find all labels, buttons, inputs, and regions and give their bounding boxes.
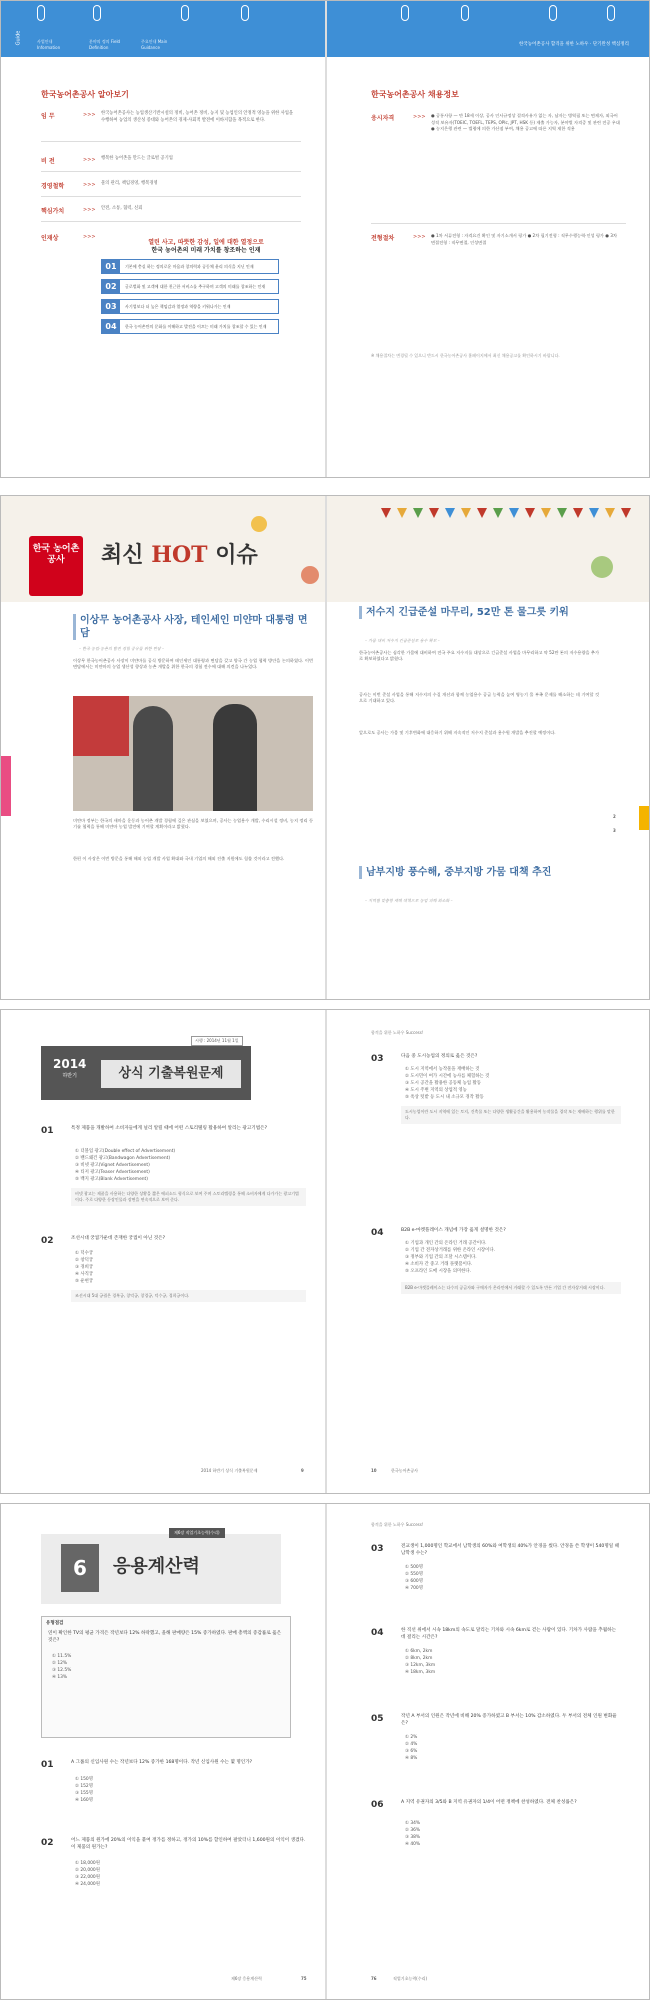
option[interactable]: ② 8km, 2km bbox=[405, 1656, 433, 1661]
title-part-hot: HOT bbox=[151, 542, 208, 568]
row-text-philosophy: 물의 관리, 책임경영, 행복경영 bbox=[101, 181, 158, 186]
question-options bbox=[405, 1240, 621, 1275]
page-number-left: 75 bbox=[301, 1976, 307, 1981]
talent-number: 04 bbox=[102, 320, 120, 333]
gutter bbox=[325, 1504, 327, 1999]
option[interactable]: ① 2% bbox=[405, 1735, 418, 1740]
talent-text: 사기업보다 더 높은 책임감과 열정과 역량을 키워나가는 인재 bbox=[125, 304, 231, 309]
option[interactable]: ③ 도시 공간을 활용한 공동체 농업 활동 bbox=[405, 1081, 481, 1086]
article2-paragraph: 공사는 이번 준설 사업을 통해 저수지의 수질 개선과 함께 농업용수 공급 능력을 높여 영농기 물 부족 문제를 해소하는 데 기여할 것으로 기대하고 있다. bbox=[359, 692, 599, 704]
option[interactable]: ③ 22,000원 bbox=[75, 1875, 100, 1880]
chapter-title: 응용계산력 bbox=[113, 1556, 200, 1577]
question-options bbox=[405, 1564, 621, 1592]
row-arrow: >>> bbox=[83, 207, 96, 213]
left-page-edge-tab bbox=[1, 756, 11, 816]
tab-information[interactable]: 사업안내 Information bbox=[37, 39, 61, 50]
gutter bbox=[325, 496, 327, 999]
exam-year-number: 2014 bbox=[53, 1057, 87, 1071]
right-section-title: 한국농어촌공사 채용정보 bbox=[371, 90, 459, 99]
photo-person bbox=[213, 704, 257, 811]
solution-box: 비넷 광고는 제품을 사용하는 다양한 상황을 짧은 에피소드 형식으로 보여 주며 스토리텔링을 통해 소비자에게 다가가는 광고기법이다. 주로 다양한 등장인물과 장면을 연속적으로 보여 준다. bbox=[71, 1188, 306, 1206]
company-badge: 한국 농어촌 공사 bbox=[29, 536, 83, 596]
question-options bbox=[75, 1776, 305, 1804]
article1-title: 이상무 농어촌공사 사장, 테인세인 미얀마 대통령 면담 bbox=[73, 614, 313, 640]
article2-subtitle: – 가뭄 대비 저수지 긴급준설로 용수 확보 – bbox=[365, 638, 440, 643]
divider bbox=[371, 223, 626, 224]
article1-subtitle: – 한국 농업·농촌의 발전 경험 공유를 위한 면담 – bbox=[79, 646, 164, 651]
question-options bbox=[405, 1820, 621, 1848]
row-arrow: >>> bbox=[83, 182, 96, 188]
option[interactable]: ④ 도시 주변 지역의 상업적 영농 bbox=[405, 1088, 467, 1093]
question-options bbox=[75, 1148, 305, 1183]
divider bbox=[41, 141, 301, 142]
talent-item bbox=[101, 319, 279, 334]
right-page-header: 합격을 위한 노하우 Success! bbox=[371, 1522, 424, 1527]
gutter bbox=[325, 1, 327, 477]
divider bbox=[41, 221, 301, 222]
option[interactable]: ⑤ 운현궁 bbox=[75, 1279, 94, 1284]
option[interactable]: ② 밴드왜건 광고(Bandwagon Advertisement) bbox=[75, 1156, 171, 1161]
option[interactable]: ④ 18km, 3km bbox=[405, 1670, 436, 1675]
row-label-vision: 비 전 bbox=[41, 158, 55, 165]
question-text: A 그룹의 신입사원 수는 작년보다 12% 증가한 168명이다. 작년 신입사원 수는 몇 명인가? bbox=[71, 1760, 253, 1765]
row-label-philosophy: 경영철학 bbox=[41, 183, 65, 190]
option[interactable]: ① 500명 bbox=[405, 1565, 423, 1570]
article2-paragraph: 앞으로도 공사는 가뭄 및 기후변화에 대응하기 위해 지속적인 저수지 준설과 용수원 개발을 추진할 예정이다. bbox=[359, 730, 556, 735]
talent-item bbox=[101, 299, 279, 314]
option[interactable]: ② 12% bbox=[52, 1661, 68, 1666]
article2-paragraph: 한국농어촌공사는 심각한 가뭄에 대비하여 전국 주요 저수지를 대상으로 긴급준설 사업을 마무리하고 약 52만 톤의 저수용량을 추가로 확보하였다고 밝혔다. bbox=[359, 650, 599, 662]
row-label-mission: 임 무 bbox=[41, 113, 55, 120]
type-check-box bbox=[41, 1616, 291, 1738]
talent-heading-line1: 열린 사고, 따뜻한 감성, 일에 대한 열정으로 bbox=[148, 239, 264, 246]
option[interactable]: ⑤ 백지 광고(Blank Advertisement) bbox=[75, 1177, 148, 1182]
question-number: 01 bbox=[41, 1126, 54, 1136]
talent-number: 01 bbox=[102, 260, 120, 273]
option[interactable]: ③ 비넷 광고(Vignet Advertisement) bbox=[75, 1163, 150, 1168]
talent-text: 기본에 충실 하는 정의로운 마음과 창의력과 공동체 윤리 의식을 지닌 인재 bbox=[125, 264, 254, 269]
option[interactable]: ④ 소비자 간 중고 거래 플랫폼이다. bbox=[405, 1262, 473, 1267]
question-number: 02 bbox=[41, 1838, 54, 1848]
option[interactable]: ③ 경희궁 bbox=[75, 1265, 94, 1270]
option[interactable]: ① 18,000원 bbox=[75, 1861, 100, 1866]
talent-item bbox=[101, 279, 279, 294]
option[interactable]: ③ 12km, 3km bbox=[405, 1663, 436, 1668]
option[interactable]: ③ 6% bbox=[405, 1749, 418, 1754]
option[interactable]: ② 창덕궁 bbox=[75, 1258, 94, 1263]
process-text: ● 1차 서류전형 : 자격요건 확인 및 자기소개서 평가 ● 2차 필기전형 : 직무수행능력·인성 평가 ● 3차 면접전형 : 직무면접, 인성면접 bbox=[431, 233, 617, 245]
row-arrow: >>> bbox=[83, 112, 96, 118]
option[interactable]: ① 150명 bbox=[75, 1777, 93, 1782]
talent-number: 03 bbox=[102, 300, 120, 313]
decorative-sun bbox=[251, 516, 267, 532]
option[interactable]: ④ 8% bbox=[405, 1756, 418, 1761]
talent-number: 02 bbox=[102, 280, 120, 293]
question-options bbox=[75, 1250, 305, 1285]
bunting-flags bbox=[381, 508, 631, 522]
exam-date: 시행 : 2014년 11월 1일 bbox=[191, 1036, 243, 1046]
gutter bbox=[325, 1010, 327, 1493]
option[interactable]: ① 덕수궁 bbox=[75, 1251, 94, 1256]
option[interactable]: ⑤ 오프라인 도매 시장을 의미한다. bbox=[405, 1269, 472, 1274]
option[interactable]: ① 도시 지역에서 농작물을 재배하는 것 bbox=[405, 1067, 480, 1072]
option[interactable]: ② 도시민이 여가 시간에 농사를 체험하는 것 bbox=[405, 1074, 490, 1079]
article1-paragraph: 이상무 한국농어촌공사 사장이 미얀마를 공식 방문하여 테인세인 대통령과 면담을 갖고 양국 간 농업 협력 방안을 논의하였다. 이번 면담에서는 미얀마의 농업 생산성 향상과 농촌 개발을 위한 한국의 경험 전수에 대해 의견을 나누었다. bbox=[73, 658, 313, 670]
question-number: 01 bbox=[41, 1760, 54, 1770]
article3-subtitle: – 지역별 맞춤형 재해 대책으로 농업 피해 최소화 – bbox=[365, 898, 453, 903]
row-arrow: >>> bbox=[413, 234, 426, 240]
tab-main-guidance[interactable]: 주요안내 Main Guidance bbox=[141, 39, 168, 50]
divider bbox=[41, 196, 301, 197]
exam-title: 상식 기출복원문제 bbox=[101, 1060, 241, 1088]
option[interactable]: ① 기업과 개인 간의 온라인 거래 공간이다. bbox=[405, 1241, 487, 1246]
exam-title-box bbox=[41, 1046, 251, 1100]
question-number: 06 bbox=[371, 1800, 384, 1810]
question-text: B2B e-마켓플레이스 개념에 가장 옳게 설명한 것은? bbox=[401, 1228, 506, 1233]
chapter-number: 6 bbox=[61, 1544, 99, 1592]
chapter-title-box bbox=[41, 1534, 281, 1604]
exam-half: 하반기 bbox=[62, 1073, 77, 1079]
solution-box: B2B e-마켓플레이스는 다수의 공급자와 구매자가 온라인에서 거래할 수 있도록 만든 기업 간 전자상거래 시장이다. bbox=[401, 1282, 621, 1294]
spread-applied-calculation bbox=[0, 1503, 650, 2000]
left-section-title: 한국농어촌공사 알아보기 bbox=[41, 90, 129, 99]
question-number: 03 bbox=[371, 1544, 384, 1554]
question-options bbox=[75, 1860, 305, 1888]
decorative-tree bbox=[591, 556, 613, 578]
option[interactable]: ② 4% bbox=[405, 1742, 418, 1747]
right-page-header: 합격을 위한 노하우 Success! bbox=[371, 1030, 424, 1035]
option[interactable]: ④ 티저 광고(Teaser Advertisement) bbox=[75, 1170, 150, 1175]
footer-text-right: 한국농어촌공사 bbox=[391, 1468, 419, 1473]
question-text: 특정 제품을 개발하여 소비자들에게 널리 알릴 때에 어떤 스토리텔링 활용하여 알리는 광고기법은? bbox=[71, 1126, 268, 1131]
hot-issue-title bbox=[101, 538, 258, 569]
qualification-text: ● 공통사항 — 만 18세 이상, 공사 인사규정상 결격사유가 없는 자, 남자는 병역필 또는 면제자, 외국어 성적 보유자(TOEIC, TOEFL, TEPS, OPIc, JPT, HSK 등) 제출 가능자, 분야별 자격증 및 관련 전공 우대 ● 농지은행 관련 — 법령에 의한 가산점 부여, 채용 공고에 따른 지역 제한 적용 bbox=[431, 113, 620, 131]
type-check-label: 유형점검 bbox=[46, 1621, 64, 1626]
question-number: 04 bbox=[371, 1628, 384, 1638]
footer-text-left: 제6장 응용계산력 bbox=[231, 1976, 262, 1981]
option[interactable]: ③ 12.5% bbox=[52, 1668, 72, 1673]
question-text: 조선시대 궁궐가운데 존재한 궁궐이 아닌 것은? bbox=[71, 1236, 166, 1241]
question-number: 03 bbox=[371, 1054, 384, 1064]
option[interactable]: ③ 38% bbox=[405, 1835, 421, 1840]
divider bbox=[41, 171, 301, 172]
question-number: 02 bbox=[41, 1236, 54, 1246]
talent-item bbox=[101, 259, 279, 274]
option[interactable]: ③ 600명 bbox=[405, 1579, 423, 1584]
question-text: 어느 제품의 원가에 20%의 이익을 붙여 정가를 정하고, 정가의 10%를 할인하여 팔았더니 1,600원의 이익이 생겼다. 이 제품의 원가는? bbox=[71, 1838, 306, 1850]
row-label-talent: 인재상 bbox=[41, 235, 59, 242]
page-number-right: 3 bbox=[613, 828, 616, 833]
page-number-right: 76 bbox=[371, 1976, 377, 1981]
question-number: 05 bbox=[371, 1714, 384, 1724]
question-text: 다음 중 도시농업의 정의로 옳은 것은? bbox=[401, 1054, 478, 1059]
option[interactable]: ② 550명 bbox=[405, 1572, 423, 1577]
spread-exam-questions bbox=[0, 1009, 650, 1494]
option[interactable]: ④ 사직궁 bbox=[75, 1272, 94, 1277]
option[interactable]: ① 11.5% bbox=[52, 1654, 72, 1659]
article1-paragraph: 미얀마 정부는 한국의 새마을 운동과 농어촌 개발 경험에 깊은 관심을 보였으며, 공사는 농업용수 개발, 수리시설 정비, 농지 정리 등 기술 협력을 통해 미얀마 농업 발전에 기여할 계획이라고 밝혔다. bbox=[73, 818, 313, 830]
question-options bbox=[405, 1734, 621, 1762]
option[interactable]: ③ 정부와 기업 간의 조달 시스템이다. bbox=[405, 1255, 477, 1260]
photo-person bbox=[133, 706, 173, 811]
row-arrow: >>> bbox=[83, 234, 96, 240]
option[interactable]: ④ 40% bbox=[405, 1842, 421, 1847]
option[interactable]: ④ 700명 bbox=[405, 1586, 423, 1591]
footer-text-left: 2014 하반기 상식 기출복원문제 bbox=[201, 1468, 258, 1473]
meeting-photo bbox=[73, 696, 313, 811]
article2-title: 저수지 긴급준설 마무리, 52만 톤 물그릇 키워 bbox=[359, 606, 589, 619]
option[interactable]: ④ 13% bbox=[52, 1675, 68, 1680]
option[interactable]: ⑤ 옥상 텃밭 등 도시 내 소규모 경작 활동 bbox=[405, 1095, 484, 1100]
page-number-left: 2 bbox=[613, 814, 616, 819]
talent-heading-line2: 한국 농어촌의 미래 가치를 창조하는 인재 bbox=[151, 247, 261, 254]
row-arrow: >>> bbox=[83, 157, 96, 163]
question-text: A 지역 유권자의 3/5와 B 지역 유권자의 1/4이 어떤 정책에 찬성하였다. 전체 찬성률은? bbox=[401, 1800, 577, 1805]
question-number: 04 bbox=[371, 1228, 384, 1238]
question-text: 작년 A 부서의 인원은 작년에 비해 20% 증가하였고 B 부서는 10% 감소하였다. 두 부서의 전체 인원 변화율은? bbox=[401, 1714, 617, 1726]
option[interactable]: ① 34% bbox=[405, 1821, 421, 1826]
footnote: ※ 채용절차는 변경될 수 있으니 반드시 한국농어촌공사 홈페이지에서 최신 채용공고를 확인하시기 바랍니다. bbox=[371, 353, 560, 358]
decorative-tree bbox=[301, 566, 319, 584]
tab-field-definition[interactable]: 분야의 정의 Field Definition bbox=[89, 39, 121, 50]
question-options bbox=[405, 1066, 621, 1101]
type-check-options bbox=[52, 1653, 284, 1681]
row-text-vision: 행복한 농어촌을 만드는 글로벌 공기업 bbox=[101, 156, 173, 161]
option[interactable]: ② 152명 bbox=[75, 1784, 93, 1789]
solution-box: 조선시대 5대 궁궐은 경복궁, 창덕궁, 창경궁, 덕수궁, 경희궁이다. bbox=[71, 1290, 306, 1302]
title-part-issue: 이슈 bbox=[215, 542, 258, 568]
talent-text: 한국 농어촌만의 문화를 이해하고 발전을 이끄는 미래 가치를 창조할 수 있는 인재 bbox=[125, 324, 267, 329]
guide-side-label: Guide bbox=[15, 30, 22, 46]
photo-flag bbox=[73, 696, 129, 756]
spread-hot-issue bbox=[0, 495, 650, 1000]
header-tabs bbox=[37, 39, 179, 50]
option[interactable]: ② 36% bbox=[405, 1828, 421, 1833]
option[interactable]: ④ 24,000원 bbox=[75, 1882, 100, 1887]
solution-box: 도시농업이란 도시 지역에 있는 토지, 건축물 또는 다양한 생활공간을 활용하여 농작물을 경작 또는 재배하는 행위를 말한다. bbox=[401, 1106, 621, 1124]
row-label-process: 전형절차 bbox=[371, 235, 395, 242]
article3-title: 남부지방 풍수해, 중부지방 가뭄 대책 추진 bbox=[359, 866, 589, 879]
row-text-core-values: 안전, 소통, 협력, 신뢰 bbox=[101, 206, 143, 211]
option[interactable]: ② 20,000원 bbox=[75, 1868, 100, 1873]
right-header-text: 한국농어촌공사 합격을 위한 노하우 · 단기완성 핵심정리 bbox=[519, 42, 629, 47]
footer-text-right: 직업기초능력(수리) bbox=[393, 1976, 428, 1981]
option[interactable]: ③ 155명 bbox=[75, 1791, 93, 1796]
row-label-qualification: 응시자격 bbox=[371, 115, 395, 122]
question-text: 한 직선 위에서 시속 18km의 속도로 달리는 기차와 시속 6km로 걷는 사람이 있다. 기차가 사람을 추월하는 데 걸리는 시간은? bbox=[401, 1628, 617, 1640]
option[interactable]: ④ 160명 bbox=[75, 1798, 93, 1803]
option[interactable]: ① 더블업 광고(Double effect of Advertisement) bbox=[75, 1149, 176, 1154]
right-page-edge-tab bbox=[639, 806, 649, 830]
page-number-left: 9 bbox=[301, 1468, 304, 1473]
exam-year bbox=[53, 1058, 86, 1082]
chapter-tag: 제6장 직업기초능력(수리) bbox=[169, 1528, 225, 1538]
row-text-mission: 한국농어촌공사는 농업생산기반시설의 정비, 농어촌 정비, 농지 및 농업인의 안정적 영농을 위한 사업을 수행하여 농업의 생산성 증대와 농어촌의 경제·사회적 발전에 이바지함을 목적으로 한다. bbox=[101, 111, 294, 123]
row-arrow: >>> bbox=[413, 114, 426, 120]
page-number-right: 10 bbox=[371, 1468, 377, 1473]
talent-text: 글로벌화 및 고객에 대한 친근한 서비스를 추구하며 고객의 미래를 창조하는 인재 bbox=[125, 284, 266, 289]
title-part-latest: 최신 bbox=[101, 542, 144, 568]
row-label-core-values: 핵심가치 bbox=[41, 208, 65, 215]
question-options bbox=[405, 1648, 621, 1676]
talent-heading bbox=[121, 239, 291, 255]
type-check-text: 연이 확인한 TV의 평균 가격은 작년보다 12% 하락했고, 올해 판매량은 15% 증가하였다. 판매 총액의 증감률로 옳은 것은? bbox=[48, 1631, 282, 1643]
option[interactable]: ② 기업 간 전자상거래를 위한 온라인 시장이다. bbox=[405, 1248, 496, 1253]
option[interactable]: ① 6km, 2km bbox=[405, 1649, 433, 1654]
spread-company-info bbox=[0, 0, 650, 478]
article1-paragraph: 한편 이 사장은 이번 방문을 통해 해외 농업 개발 사업 확대와 국내 기업의 해외 진출 지원에도 힘쓸 것이라고 전했다. bbox=[73, 856, 285, 861]
question-text: 전교생이 1,000명인 학교에서 남학생의 60%와 여학생의 40%가 안경을 썼다. 안경을 쓴 학생이 540명일 때 남학생 수는? bbox=[401, 1544, 620, 1556]
